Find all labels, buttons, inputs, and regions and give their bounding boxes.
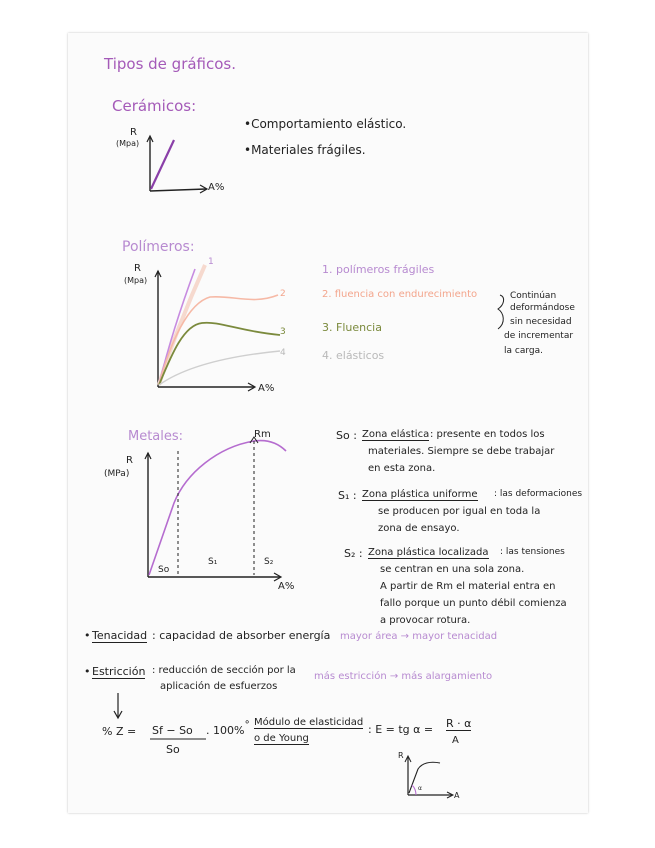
metales-region-s0: So <box>158 565 170 575</box>
tenacidad-term: Tenacidad <box>92 629 148 642</box>
estriccion-text-2: aplicación de esfuerzos <box>160 681 278 692</box>
ceramicos-axis-y-unit: (Mpa) <box>116 139 140 148</box>
def-term: Zona plástica localizada <box>368 547 489 558</box>
polimeros-curve-label-4: 4 <box>280 348 286 358</box>
tenacidad-text: : capacidad de absorber energía <box>152 629 331 642</box>
young-axis-y: R <box>398 751 404 760</box>
tenacidad-note: mayor área → mayor tenacidad <box>340 631 498 642</box>
polimeros-note-1: Continúan <box>510 291 557 301</box>
polimeros-axis-y: R <box>134 263 141 274</box>
young-frac-den: A <box>452 735 459 746</box>
estriccion-formula-den: So <box>166 743 180 756</box>
tenacidad-bullet: • <box>84 629 91 642</box>
def-line: a provocar rotura. <box>380 615 471 626</box>
polimeros-curve-label-2: 2 <box>280 289 286 299</box>
polimeros-note-4: de incrementar <box>504 331 574 341</box>
ceramicos-heading: Cerámicos: <box>112 97 197 115</box>
polimeros-note-5: la carga. <box>504 346 543 356</box>
ceramicos-bullet-1: •Comportamiento elástico. <box>244 117 407 131</box>
young-term-2: o de Young <box>254 733 309 744</box>
def-line: materiales. Siempre se debe trabajar <box>368 446 555 457</box>
metales-region-s1: S₁ <box>208 557 218 567</box>
young-frac-num: R · α <box>446 717 472 730</box>
polimeros-axis-y-unit: (Mpa) <box>124 276 148 285</box>
polimeros-legend-2: 2. fluencia con endurecimiento <box>322 289 478 300</box>
metales-rm-label: Rm <box>254 429 271 440</box>
def-line: se centran en una sola zona. <box>380 564 525 575</box>
def-line: A partir de Rm el material entra en <box>380 581 556 592</box>
def-key: S₁ : <box>338 489 357 502</box>
page-title: Tipos de gráficos. <box>104 55 237 73</box>
young-term-1: Módulo de elasticidad <box>254 717 364 728</box>
young-bullet: ∘ <box>244 717 251 728</box>
polimeros-legend-3: 3. Fluencia <box>322 321 382 334</box>
notebook-page <box>68 33 588 813</box>
def-term: Zona plástica uniforme <box>362 489 478 500</box>
metales-region-s2: S₂ <box>264 557 274 567</box>
def-line: en esta zona. <box>368 463 436 474</box>
metales-axis-x: A% <box>278 581 295 592</box>
polimeros-heading: Polímeros: <box>122 239 195 255</box>
def-line: fallo porque un punto débil comienza <box>380 598 567 609</box>
ceramicos-bullet-2: •Materiales frágiles. <box>244 143 366 157</box>
polimeros-note-3: sin necesidad <box>510 317 572 327</box>
polimeros-legend-4: 4. elásticos <box>322 349 385 362</box>
metales-axis-y: R <box>126 455 133 466</box>
polimeros-curve-label-1: 1 <box>208 257 214 267</box>
estriccion-note: más estricción → más alargamiento <box>314 671 493 682</box>
polimeros-axis-x: A% <box>258 383 275 394</box>
estriccion-bullet: • <box>84 665 91 678</box>
def-key: So : <box>336 429 357 442</box>
young-formula: : E = tg α = <box>368 723 434 736</box>
estriccion-formula-num: Sf − So <box>152 724 193 737</box>
estriccion-text-1: : reducción de sección por la <box>152 665 296 676</box>
estriccion-formula-left: % Z = <box>102 725 137 738</box>
def-line: : las deformaciones <box>494 489 583 499</box>
ceramicos-axis-x: A% <box>208 182 225 193</box>
young-axis-x: A <box>454 791 460 800</box>
def-key: S₂ : <box>344 547 363 560</box>
metales-heading: Metales: <box>128 429 184 444</box>
polimeros-curve-label-3: 3 <box>280 327 286 337</box>
def-term: Zona elástica <box>362 429 430 440</box>
def-line: se producen por igual en toda la <box>378 506 541 517</box>
young-graph <box>68 33 588 813</box>
young-angle: α <box>418 785 422 792</box>
estriccion-term: Estricción <box>92 665 146 678</box>
metales-axis-y-unit: (MPa) <box>104 469 130 479</box>
polimeros-legend-1: 1. polímeros frágiles <box>322 263 435 276</box>
polimeros-note-2: deformándose <box>510 303 575 313</box>
estriccion-formula-suffix: . 100% <box>206 724 245 737</box>
def-line: zona de ensayo. <box>378 523 460 534</box>
ceramicos-axis-y: R <box>130 127 137 138</box>
def-line: : las tensiones <box>500 547 565 557</box>
def-line: : presente en todos los <box>430 429 545 440</box>
